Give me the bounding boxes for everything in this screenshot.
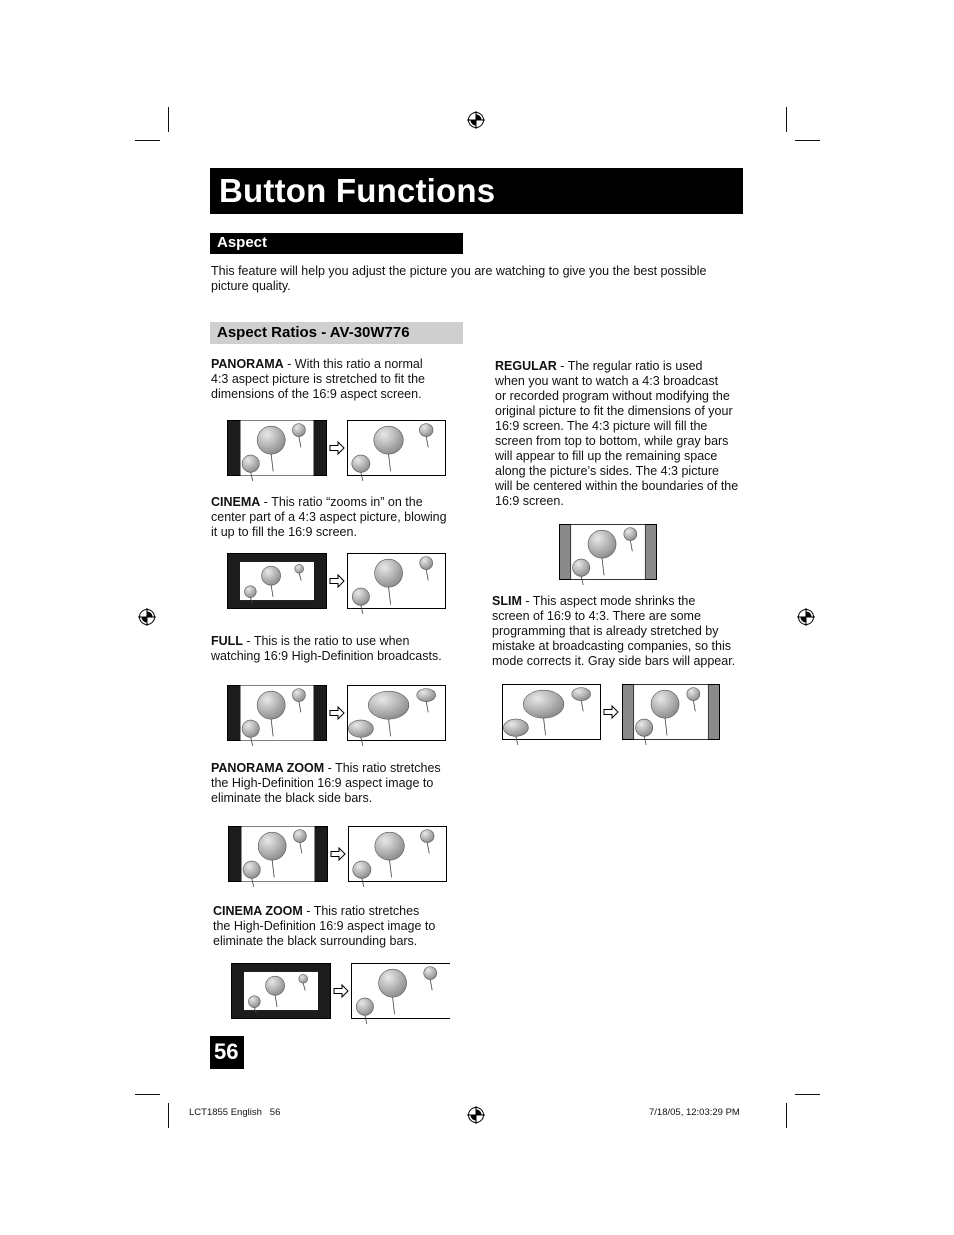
mode-name: REGULAR [495,359,557,373]
full-illustration [227,685,447,742]
arrow-shape [330,442,344,454]
intro-line: This feature will help you adjust the picture you are watching to give you the best possible [211,264,707,278]
balloon-icon [379,969,407,997]
page-title: Button Functions [219,172,496,209]
footer-file-info: LCT1855 English 56 [189,1107,281,1118]
balloon-icon [424,967,437,980]
crop-mark [795,140,820,141]
balloon-icon [419,424,433,437]
balloon-icon [420,830,434,843]
slim-illustration [502,684,722,741]
balloon-icon [503,719,528,736]
balloon-icon [624,528,637,541]
right-arrow-icon [329,574,345,588]
registration-mark-icon [138,608,156,626]
section-heading: Aspect [217,234,268,251]
subsection-heading-bar [210,322,463,344]
mode-name: CINEMA ZOOM [213,904,303,918]
arrow-shape [330,575,344,587]
slim-description: SLIM - This aspect mode shrinks the screen of 16:9 to 4:3. There are some programming that is already stretched by mistake at broadcasting companies, so this mode corrects it. Gray side bars will appear. [492,594,736,668]
balloon-icon [292,689,305,702]
arrow-shape [331,848,345,860]
crop-mark [168,1103,169,1128]
mode-name: PANORAMA ZOOM [211,761,325,775]
panorama-illustration [227,420,447,477]
registration-quadrant [476,1110,482,1116]
regular-illustration [559,524,658,581]
balloon-icon [375,832,404,860]
balloon-icon [352,588,369,605]
page-number: 56 [214,1039,239,1064]
screen-result [559,524,657,580]
full-description: FULL - This is the ratio to use when watching 16:9 High-Definition broadcasts. [211,634,442,663]
balloon-icon [353,861,371,878]
arrow-shape [330,707,344,719]
intro-paragraph [211,264,751,294]
section-heading-bar [210,233,463,254]
screen-before [227,553,327,609]
screen-before [227,420,327,476]
page-number-box [210,1036,244,1069]
crop-mark [168,107,169,132]
crop-mark [135,140,160,141]
balloon-icon [242,455,259,472]
balloon-icon [573,559,590,576]
balloon-icon [636,719,653,736]
balloon-icon [249,996,261,1008]
screen-after [622,684,720,740]
registration-quadrant [471,1115,477,1121]
arrow-shape [604,706,618,718]
cinema-zoom-description: CINEMA ZOOM - This ratio stretches the High-Definition 16:9 aspect image to eliminate the black surrounding bars. [213,904,436,948]
registration-quadrant [471,120,477,126]
screen-before [231,963,331,1019]
balloon-icon [356,998,373,1015]
balloon-icon [293,830,306,843]
screen-after [351,963,450,1019]
balloon-icon [257,426,285,454]
arrow-shape [334,985,348,997]
registration-mark-icon [797,608,815,626]
registration-quadrant [476,115,482,121]
screen-before [502,684,601,740]
balloon-icon [368,691,409,719]
registration-quadrant [801,617,807,623]
right-arrow-icon [603,705,619,719]
registration-mark-icon [467,111,485,129]
crop-mark [786,1103,787,1128]
balloon-icon [257,691,285,719]
regular-description: REGULAR - The regular ratio is used when you want to watch a 4:3 broadcast or recorded program without modifying the original picture to fit the dimensions of your 16:9 screen. The 4:3 picture will fill the screen from top to bottom, while gray bars will appear to fill up the remaining space along the picture’s sides. The 4:3 picture will be centered within the boundaries of the 16:9 screen. [495,359,739,508]
cinema-zoom-illustration [231,963,451,1020]
screen-after [348,826,447,882]
screen-after [347,420,446,476]
balloon-icon [588,530,616,558]
balloon-icon [352,455,370,472]
balloon-icon [242,720,259,737]
subsection-heading: Aspect Ratios - AV-30W776 [217,324,410,341]
balloon-icon [243,861,260,878]
registration-quadrant [806,612,812,618]
panorama-zoom-description: PANORAMA ZOOM - This ratio stretches the High-Definition 16:9 aspect image to eliminate the black side bars. [211,761,441,805]
balloon-icon [572,688,591,701]
right-arrow-icon [329,441,345,455]
crop-mark [786,107,787,132]
page-title-bar [210,168,743,214]
footer-timestamp: 7/18/05, 12:03:29 PM [649,1107,740,1118]
balloon-icon [295,564,304,573]
mode-name: FULL [211,634,243,648]
cinema-illustration [227,553,447,610]
balloon-icon [687,688,700,701]
balloon-icon [375,559,403,587]
balloon-icon [420,557,433,570]
balloon-icon [299,974,308,983]
balloon-icon [651,690,679,718]
balloon-icon [258,832,286,860]
panorama-description: PANORAMA - With this ratio a normal 4:3 aspect picture is stretched to fit the dimensions of the 16:9 aspect screen. [211,357,426,401]
cinema-description: CINEMA - This ratio “zooms in” on the center part of a 4:3 aspect picture, blowing it up to fill the 16:9 screen. [211,495,447,539]
registration-mark-icon [467,1106,485,1124]
balloon-icon [262,566,281,585]
right-arrow-icon [329,706,345,720]
screen-after [347,553,446,609]
balloon-icon [348,720,373,737]
screen-before [227,685,327,741]
balloon-icon [374,426,403,454]
mode-name: SLIM [492,594,522,608]
balloon-icon [266,976,285,995]
screen-after [347,685,446,741]
balloon-icon [245,586,257,598]
right-arrow-icon [333,984,349,998]
registration-quadrant [147,612,153,618]
balloon-icon [523,690,564,718]
intro-line: picture quality. [211,279,291,293]
crop-mark [795,1094,820,1095]
screen-before [228,826,328,882]
registration-quadrant [142,617,148,623]
right-arrow-icon [330,847,346,861]
balloon-icon [417,689,436,702]
crop-mark [135,1094,160,1095]
mode-name: PANORAMA [211,357,284,371]
balloon-icon [292,424,305,437]
mode-name: CINEMA [211,495,261,509]
panorama-zoom-illustration [228,826,448,883]
